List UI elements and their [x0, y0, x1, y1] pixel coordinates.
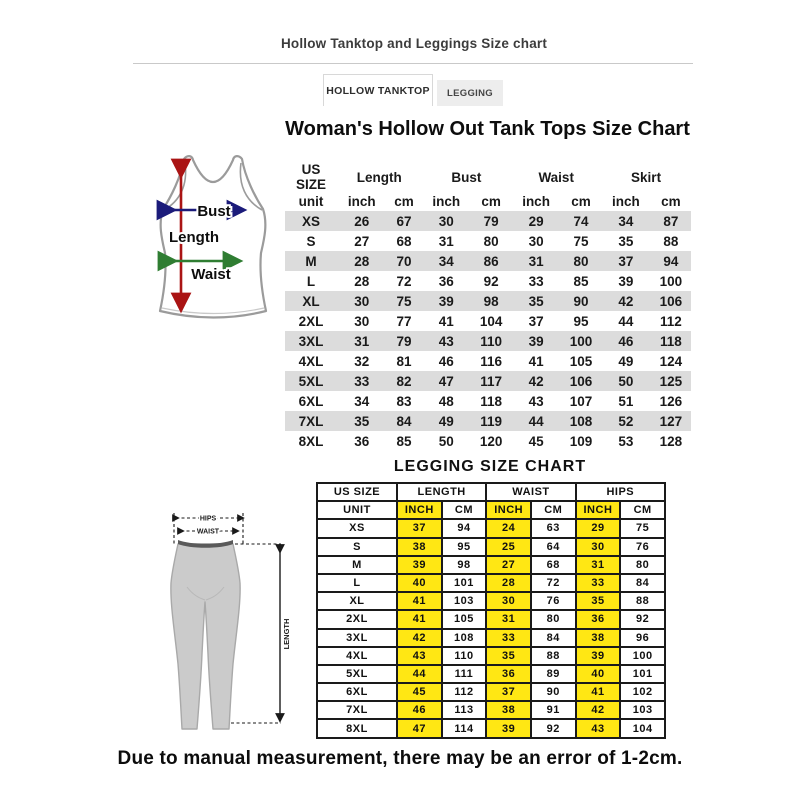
- table-cell: 35: [618, 233, 634, 249]
- table-cell: 35: [486, 647, 531, 665]
- table-cell: 68: [396, 233, 412, 249]
- table-cell: 51: [618, 393, 634, 409]
- column-header: Waist: [538, 169, 574, 185]
- tanktop-section-heading: Woman's Hollow Out Tank Tops Size Chart: [285, 118, 690, 140]
- unit-header: inch: [612, 194, 640, 209]
- table-cell: 75: [573, 233, 589, 249]
- table-cell: 67: [387, 211, 422, 231]
- table-cell: 28: [486, 574, 531, 592]
- table-row: [317, 629, 665, 647]
- table-cell: 124: [659, 353, 683, 369]
- table-cell: 30: [486, 592, 531, 610]
- table-cell: 75: [387, 291, 422, 311]
- table-cell: 113: [442, 701, 487, 719]
- table-cell: 39: [576, 647, 621, 665]
- table-cell: 35: [337, 411, 387, 431]
- table-cell: 39: [397, 556, 442, 574]
- table-cell: 68: [531, 556, 576, 574]
- unit-header: inch: [432, 194, 461, 209]
- table-cell: 86: [471, 251, 511, 271]
- table-cell: 125: [651, 371, 691, 391]
- table-row: [317, 683, 665, 701]
- table-cell: 39: [618, 273, 634, 289]
- table-cell: 110: [471, 331, 511, 351]
- table-cell: 6XL: [298, 393, 324, 409]
- table-cell: 103: [620, 701, 665, 719]
- table-cell: 72: [531, 574, 576, 592]
- table-cell: 31: [486, 610, 531, 628]
- table-row: [285, 411, 691, 431]
- table-unit-row: [285, 192, 691, 211]
- table-cell: 36: [438, 273, 454, 289]
- table-row: [285, 271, 691, 291]
- table-cell: 49: [421, 411, 471, 431]
- table-cell: 111: [442, 665, 487, 683]
- table-cell: 104: [620, 719, 665, 737]
- table-cell: 33: [486, 629, 531, 647]
- table-cell: 45: [397, 683, 442, 701]
- table-cell: 116: [480, 353, 503, 369]
- table-cell: 44: [618, 313, 634, 329]
- table-group-header-row: [317, 483, 665, 501]
- hips-guide-label: HIPS: [199, 515, 217, 523]
- table-cell: 91: [531, 701, 576, 719]
- table-cell: 31: [337, 331, 387, 351]
- table-cell: 28: [337, 251, 387, 271]
- table-cell: 102: [620, 683, 665, 701]
- table-cell: 120: [479, 433, 503, 449]
- table-cell: 84: [620, 574, 665, 592]
- table-cell: 29: [576, 519, 621, 537]
- table-cell: 5XL: [285, 371, 337, 391]
- table-cell: 85: [573, 273, 589, 289]
- table-cell: 24: [486, 519, 531, 537]
- table-cell: 95: [573, 313, 589, 329]
- table-cell: 75: [620, 519, 665, 537]
- table-cell: 90: [531, 683, 576, 701]
- table-cell: 27: [486, 556, 531, 574]
- table-cell: 118: [651, 331, 691, 351]
- table-row: [317, 701, 665, 719]
- unit-header: CM: [531, 501, 576, 519]
- table-cell: 72: [396, 273, 412, 289]
- table-cell: 119: [471, 411, 511, 431]
- column-header: Bust: [451, 169, 482, 185]
- table-cell: 101: [442, 574, 487, 592]
- table-cell: L: [306, 273, 316, 289]
- table-row: [285, 331, 691, 351]
- table-row: [285, 371, 691, 391]
- legging-size-table: [316, 482, 666, 739]
- table-cell: 7XL: [285, 411, 337, 431]
- table-cell: 40: [576, 665, 621, 683]
- table-cell: 118: [480, 393, 503, 409]
- table-cell: 106: [651, 291, 691, 311]
- table-cell: 52: [601, 411, 651, 431]
- unit-header: inch: [347, 194, 376, 209]
- column-header: HIPS: [576, 483, 665, 501]
- table-cell: 88: [620, 592, 665, 610]
- table-cell: 33: [528, 273, 544, 289]
- table-row: [285, 251, 691, 271]
- table-cell: 37: [528, 313, 544, 329]
- table-row: [285, 391, 691, 411]
- table-cell: 39: [486, 719, 531, 737]
- table-cell: 101: [620, 665, 665, 683]
- length-label: Length: [169, 229, 219, 246]
- unit-header: cm: [571, 194, 591, 209]
- table-cell: 34: [354, 393, 370, 409]
- table-cell: 100: [561, 331, 601, 351]
- table-cell: 92: [531, 719, 576, 737]
- column-header: Skirt: [631, 169, 662, 185]
- waist-guide-label: WAIST: [196, 528, 220, 536]
- table-cell: 44: [511, 411, 561, 431]
- table-cell: 41: [397, 592, 442, 610]
- table-cell: 80: [483, 233, 499, 249]
- table-cell: 96: [620, 629, 665, 647]
- table-cell: XS: [285, 211, 337, 231]
- column-header: WAIST: [486, 483, 575, 501]
- table-cell: 76: [531, 592, 576, 610]
- table-cell: 76: [620, 538, 665, 556]
- table-cell: 5XL: [317, 665, 397, 683]
- table-cell: 105: [569, 353, 593, 369]
- unit-header: unit: [298, 194, 324, 209]
- table-cell: 84: [387, 411, 422, 431]
- table-cell: 41: [438, 313, 454, 329]
- table-cell: 38: [486, 701, 531, 719]
- table-cell: L: [317, 574, 397, 592]
- table-cell: 38: [576, 629, 621, 647]
- table-cell: 37: [601, 251, 651, 271]
- unit-header: cm: [661, 194, 681, 209]
- table-cell: 79: [471, 211, 511, 231]
- table-cell: 108: [561, 411, 601, 431]
- table-cell: 114: [442, 719, 487, 737]
- table-cell: 48: [438, 393, 454, 409]
- table-cell: 82: [387, 371, 422, 391]
- table-cell: 43: [528, 393, 544, 409]
- table-cell: M: [317, 556, 397, 574]
- table-cell: 83: [396, 393, 412, 409]
- table-cell: 117: [471, 371, 511, 391]
- table-cell: 47: [397, 719, 442, 737]
- column-header: Length: [356, 169, 402, 185]
- table-cell: 30: [421, 211, 471, 231]
- table-cell: 42: [576, 701, 621, 719]
- table-cell: 31: [576, 556, 621, 574]
- table-cell: 110: [442, 647, 487, 665]
- table-cell: 112: [442, 683, 487, 701]
- table-cell: 107: [569, 393, 593, 409]
- table-cell: 95: [442, 538, 487, 556]
- table-cell: XL: [317, 592, 397, 610]
- table-cell: 46: [397, 701, 442, 719]
- table-row: [317, 556, 665, 574]
- table-cell: 4XL: [298, 353, 324, 369]
- table-cell: 42: [511, 371, 561, 391]
- table-cell: 38: [397, 538, 442, 556]
- column-header: LENGTH: [397, 483, 486, 501]
- table-row: [317, 719, 665, 737]
- table-row: [317, 519, 665, 537]
- table-cell: 30: [576, 538, 621, 556]
- table-cell: 28: [354, 273, 370, 289]
- table-cell: S: [317, 538, 397, 556]
- table-cell: 104: [479, 313, 503, 329]
- table-cell: 8XL: [298, 433, 324, 449]
- table-cell: 49: [618, 353, 634, 369]
- table-row: [317, 647, 665, 665]
- table-row: [285, 311, 691, 331]
- table-cell: 77: [396, 313, 412, 329]
- header-divider: [133, 63, 693, 64]
- table-cell: 33: [576, 574, 621, 592]
- disclaimer-text: Due to manual measurement, there may be an error of 1-2cm.: [117, 748, 683, 769]
- table-cell: 32: [354, 353, 370, 369]
- table-cell: 37: [397, 519, 442, 537]
- table-cell: 41: [576, 683, 621, 701]
- table-cell: 46: [438, 353, 454, 369]
- table-unit-row: [317, 501, 665, 519]
- table-cell: 3XL: [285, 331, 337, 351]
- table-cell: 100: [620, 647, 665, 665]
- table-cell: 31: [438, 233, 454, 249]
- table-cell: 126: [659, 393, 683, 409]
- table-cell: 70: [387, 251, 422, 271]
- table-row: [317, 592, 665, 610]
- table-cell: 39: [421, 291, 471, 311]
- table-cell: 84: [531, 629, 576, 647]
- table-cell: 46: [601, 331, 651, 351]
- table-cell: 42: [601, 291, 651, 311]
- unit-header: INCH: [486, 501, 531, 519]
- table-cell: 40: [397, 574, 442, 592]
- table-cell: 42: [397, 629, 442, 647]
- table-cell: 43: [397, 647, 442, 665]
- table-cell: 47: [421, 371, 471, 391]
- legging-section-heading: LEGGING SIZE CHART: [393, 458, 587, 475]
- table-cell: 45: [528, 433, 544, 449]
- unit-header: cm: [394, 194, 414, 209]
- table-cell: 80: [561, 251, 601, 271]
- table-cell: 94: [651, 251, 691, 271]
- bust-label: Bust: [197, 203, 231, 220]
- table-cell: 50: [601, 371, 651, 391]
- table-cell: 85: [396, 433, 412, 449]
- table-cell: 81: [396, 353, 412, 369]
- table-cell: 41: [397, 610, 442, 628]
- table-cell: 88: [663, 233, 679, 249]
- table-cell: 109: [569, 433, 593, 449]
- table-cell: 34: [421, 251, 471, 271]
- tab-hollow-tanktop[interactable]: HOLLOW TANKTOP: [323, 74, 433, 106]
- length-guide-label: LENGTH: [282, 618, 291, 650]
- page-title: Hollow Tanktop and Leggings Size chart: [280, 36, 548, 51]
- table-row: [285, 211, 691, 231]
- table-cell: 88: [531, 647, 576, 665]
- table-cell: 98: [471, 291, 511, 311]
- unit-header: UNIT: [317, 501, 397, 519]
- table-cell: 3XL: [317, 629, 397, 647]
- table-cell: 106: [561, 371, 601, 391]
- unit-header: CM: [620, 501, 665, 519]
- table-row: [285, 291, 691, 311]
- unit-header: INCH: [576, 501, 621, 519]
- table-row: [285, 431, 691, 451]
- table-cell: 80: [620, 556, 665, 574]
- table-cell: 2XL: [317, 610, 397, 628]
- table-cell: 30: [354, 313, 370, 329]
- table-row: [285, 351, 691, 371]
- table-cell: 43: [576, 719, 621, 737]
- table-cell: 63: [531, 519, 576, 537]
- table-cell: 6XL: [317, 683, 397, 701]
- table-cell: 29: [511, 211, 561, 231]
- table-cell: 79: [387, 331, 422, 351]
- table-cell: 27: [354, 233, 370, 249]
- table-cell: XL: [285, 291, 337, 311]
- table-cell: 7XL: [317, 701, 397, 719]
- table-cell: 80: [531, 610, 576, 628]
- legging-measurement-diagram: [143, 492, 313, 750]
- table-cell: 103: [442, 592, 487, 610]
- table-cell: 64: [531, 538, 576, 556]
- table-row: [317, 538, 665, 556]
- table-group-header-row: [285, 162, 691, 192]
- table-cell: 37: [486, 683, 531, 701]
- table-cell: 105: [442, 610, 487, 628]
- table-cell: 36: [576, 610, 621, 628]
- table-cell: 43: [421, 331, 471, 351]
- table-cell: 100: [659, 273, 683, 289]
- table-cell: 35: [511, 291, 561, 311]
- tanktop-size-table: [285, 162, 691, 451]
- table-cell: 53: [618, 433, 634, 449]
- unit-header: CM: [442, 501, 487, 519]
- table-cell: 30: [337, 291, 387, 311]
- table-cell: 92: [620, 610, 665, 628]
- table-cell: XS: [317, 519, 397, 537]
- table-cell: 127: [651, 411, 691, 431]
- table-cell: 89: [531, 665, 576, 683]
- table-cell: 2XL: [298, 313, 324, 329]
- table-cell: 34: [601, 211, 651, 231]
- table-row: [317, 574, 665, 592]
- column-header: US SIZE: [317, 483, 397, 501]
- table-cell: 4XL: [317, 647, 397, 665]
- table-cell: M: [285, 251, 337, 271]
- table-cell: 98: [442, 556, 487, 574]
- table-cell: 112: [659, 313, 682, 329]
- unit-header: INCH: [397, 501, 442, 519]
- table-cell: 8XL: [317, 719, 397, 737]
- table-cell: 50: [438, 433, 454, 449]
- table-cell: 74: [561, 211, 601, 231]
- legging-figure: [171, 540, 240, 729]
- table-cell: 33: [337, 371, 387, 391]
- table-cell: 92: [483, 273, 499, 289]
- table-row: [285, 231, 691, 251]
- table-cell: S: [306, 233, 316, 249]
- table-cell: 36: [486, 665, 531, 683]
- unit-header: cm: [481, 194, 501, 209]
- table-cell: 108: [442, 629, 487, 647]
- table-cell: 39: [511, 331, 561, 351]
- table-cell: 26: [337, 211, 387, 231]
- unit-header: inch: [522, 194, 550, 209]
- table-cell: 128: [659, 433, 683, 449]
- tab-legging[interactable]: LEGGING: [437, 80, 503, 106]
- table-row: [317, 610, 665, 628]
- table-row: [317, 665, 665, 683]
- waist-label: Waist: [191, 266, 231, 283]
- table-cell: 35: [576, 592, 621, 610]
- table-cell: 30: [528, 233, 544, 249]
- table-cell: 44: [397, 665, 442, 683]
- column-header: US SIZE: [295, 162, 326, 192]
- table-cell: 90: [561, 291, 601, 311]
- table-cell: 94: [442, 519, 487, 537]
- table-cell: 31: [511, 251, 561, 271]
- table-cell: 87: [651, 211, 691, 231]
- table-cell: 41: [528, 353, 544, 369]
- table-cell: 36: [354, 433, 370, 449]
- table-cell: 25: [486, 538, 531, 556]
